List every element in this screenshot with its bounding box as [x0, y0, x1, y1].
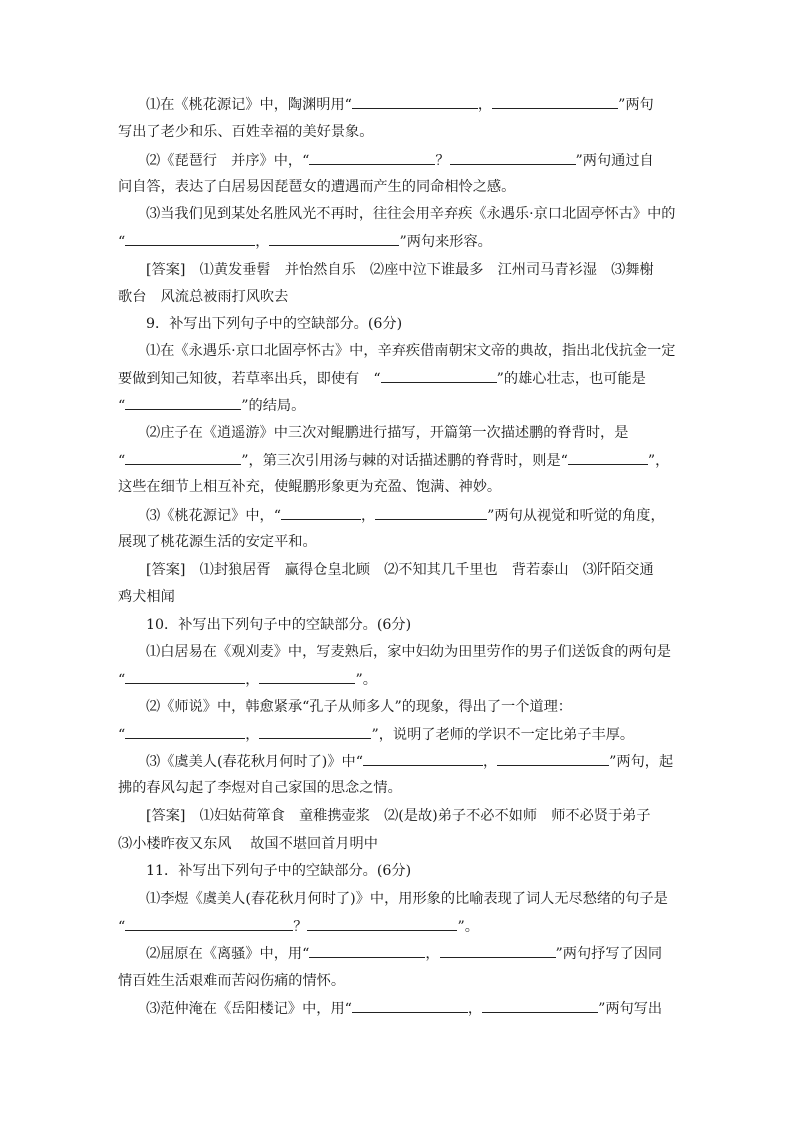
text-run: ”，说明了老师的学识不一定比弟子丰厚。	[371, 727, 635, 743]
text-run: ，	[467, 1001, 483, 1017]
text-run: ，	[425, 946, 440, 962]
text-line	[118, 669, 678, 689]
text-run: 歌台 风流总被雨打风吹去	[118, 289, 289, 305]
text-line	[146, 260, 678, 280]
text-line	[146, 861, 678, 881]
blank-line	[125, 669, 245, 684]
text-line	[146, 642, 678, 662]
blank-line	[125, 450, 241, 465]
text-run: ”两句来形容。	[399, 234, 492, 250]
text-line	[118, 532, 678, 552]
text-run: ？	[435, 153, 450, 169]
text-run: 11．补写出下列句子中的空缺部分。(6分)	[146, 863, 412, 879]
blank-line	[492, 94, 618, 109]
text-line	[118, 916, 678, 936]
text-run: ”，第三次引用汤与棘的对话描述鹏的脊背时，则是“	[241, 453, 568, 469]
text-run: 问自答，表达了白居易因琵琶女的遭遇而产生的同命相怜之感。	[118, 179, 516, 195]
text-run: ⑶《虞美人(春花秋月何时了)》中“	[146, 754, 363, 770]
text-run: ⑶当我们见到某处名胜风光不再时，往往会用辛弃疾《永遇乐·京口北固亭怀古》中的	[146, 206, 676, 222]
blank-line	[125, 231, 255, 246]
blank-line	[259, 669, 355, 684]
text-run: ，	[255, 234, 270, 250]
text-line	[146, 806, 678, 826]
text-line	[146, 560, 678, 580]
text-line	[118, 587, 678, 607]
text-line	[146, 94, 678, 114]
text-run: ⑴在《永遇乐·京口北固亭怀古》中，辛弃疾借南朝宋文帝的典故，指出北伐抗金一定	[146, 343, 676, 359]
blank-line	[381, 368, 497, 383]
text-run: ，	[245, 672, 260, 688]
text-run: [答案] ⑴黄发垂髫 并怡然自乐 ⑵座中泣下谁最多 江州司马青衫湿 ⑶舞榭	[146, 262, 654, 278]
text-line	[118, 122, 678, 142]
text-run: ”两句抒写了因同	[555, 946, 663, 962]
blank-line	[375, 505, 487, 520]
text-run: ”。	[355, 672, 377, 688]
text-run: 10．补写出下列句子中的空缺部分。(6分)	[146, 617, 412, 633]
text-run: ”两句	[618, 97, 654, 113]
text-run: ”两句通过自	[575, 153, 654, 169]
text-run: [答案] ⑴封狼居胥 赢得仓皇北顾 ⑵不知其几千里也 背若泰山 ⑶阡陌交通	[146, 562, 654, 578]
text-run: “	[118, 727, 126, 743]
blank-line	[450, 150, 576, 165]
text-run: “	[118, 234, 126, 250]
text-run: ”，	[647, 453, 670, 469]
text-run: ”的雄心壮志，也可能是	[496, 371, 646, 387]
text-line	[146, 341, 678, 361]
text-line	[118, 971, 678, 991]
text-line	[146, 697, 678, 717]
text-run: 写出了老少和乐、百姓幸福的美好景象。	[118, 124, 374, 140]
text-line	[118, 368, 678, 388]
text-run: ⑴白居易在《观刈麦》中，写麦熟后，家中妇幼为田里劳作的男子们送饭食的两句是	[146, 644, 671, 660]
text-run: ，	[245, 727, 260, 743]
blank-line	[309, 943, 425, 958]
text-line	[118, 778, 678, 798]
text-run: ⑵庄子在《逍遥游》中三次对鲲鹏进行描写，开篇第一次描述鹏的脊背时，是	[146, 425, 629, 441]
text-run: ⑵《师说》中，韩愈紧承“孔子从师多人”的现象，得出了一个道理：	[146, 699, 572, 715]
text-line	[146, 423, 678, 443]
text-run: “	[118, 919, 126, 935]
text-line	[146, 505, 678, 525]
text-line	[146, 204, 678, 224]
blank-line	[482, 998, 598, 1013]
text-line	[146, 150, 678, 170]
blank-line	[440, 943, 556, 958]
text-run: ⑶小楼昨夜又东风 故国不堪回首月明中	[118, 836, 378, 852]
text-run: ”两句从视觉和听觉的角度，	[487, 508, 665, 524]
text-run: ”的结局。	[241, 398, 306, 414]
text-run: 鸡犬相闻	[118, 589, 175, 605]
text-line	[118, 477, 678, 497]
blank-line	[309, 150, 435, 165]
text-run: 要做到知己知彼，若草率出兵，即使有 “	[118, 371, 381, 387]
text-run: ⑴在《桃花源记》中，陶渊明用“	[146, 97, 352, 113]
text-run: ”。	[457, 919, 479, 935]
text-run: “	[118, 453, 126, 469]
blank-line	[363, 751, 483, 766]
text-run: ？	[293, 919, 308, 935]
text-run: 9．补写出下列句子中的空缺部分。(6分)	[146, 316, 403, 332]
text-run: ，	[477, 97, 493, 113]
text-run: ⑶《桃花源记》中，“	[146, 508, 281, 524]
text-line	[146, 751, 678, 771]
text-line	[118, 287, 678, 307]
text-run: ”两句写出	[598, 1001, 663, 1017]
text-line	[118, 177, 678, 197]
text-run: [答案] ⑴妇姑荷箪食 童稚携壶浆 ⑵(是故)弟子不必不如师 师不必贤于弟子	[146, 808, 651, 824]
blank-line	[352, 94, 478, 109]
text-line	[146, 314, 678, 334]
text-line	[118, 724, 678, 744]
text-run: 情百姓生活艰难而苦闷伤痛的情怀。	[118, 973, 346, 989]
text-line	[146, 889, 678, 909]
text-line	[146, 943, 678, 963]
text-run: ⑵《琵琶行 并序》中，“	[146, 153, 310, 169]
blank-line	[497, 751, 609, 766]
blank-line	[259, 724, 371, 739]
blank-line	[125, 916, 293, 931]
text-line	[118, 834, 678, 854]
blank-line	[307, 916, 457, 931]
text-run: 展现了桃花源生活的安定平和。	[118, 534, 317, 550]
blank-line	[568, 450, 648, 465]
text-run: ⑶范仲淹在《岳阳楼记》中，用“	[146, 1001, 352, 1017]
text-run: 这些在细节上相互补充，使鲲鹏形象更为充盈、饱满、神妙。	[118, 479, 502, 495]
blank-line	[125, 724, 245, 739]
text-line	[118, 231, 678, 251]
text-line	[146, 998, 678, 1018]
text-run: ⑴李煜《虞美人(春花秋月何时了)》中，用形象的比喻表现了词人无尽愁绪的句子是	[146, 891, 668, 907]
text-run: “	[118, 398, 126, 414]
blank-line	[125, 395, 241, 410]
text-run: ”两句，起	[609, 754, 674, 770]
blank-line	[352, 998, 468, 1013]
text-run: 拂的春风勾起了李煜对自己家国的思念之情。	[118, 780, 402, 796]
text-run: ，	[360, 508, 376, 524]
text-run: “	[118, 672, 126, 688]
text-run: ⑵屈原在《离骚》中，用“	[146, 946, 310, 962]
text-line	[146, 615, 678, 635]
text-run: ，	[482, 754, 498, 770]
text-line	[118, 395, 678, 415]
blank-line	[281, 505, 361, 520]
blank-line	[269, 231, 399, 246]
text-line	[118, 450, 678, 470]
